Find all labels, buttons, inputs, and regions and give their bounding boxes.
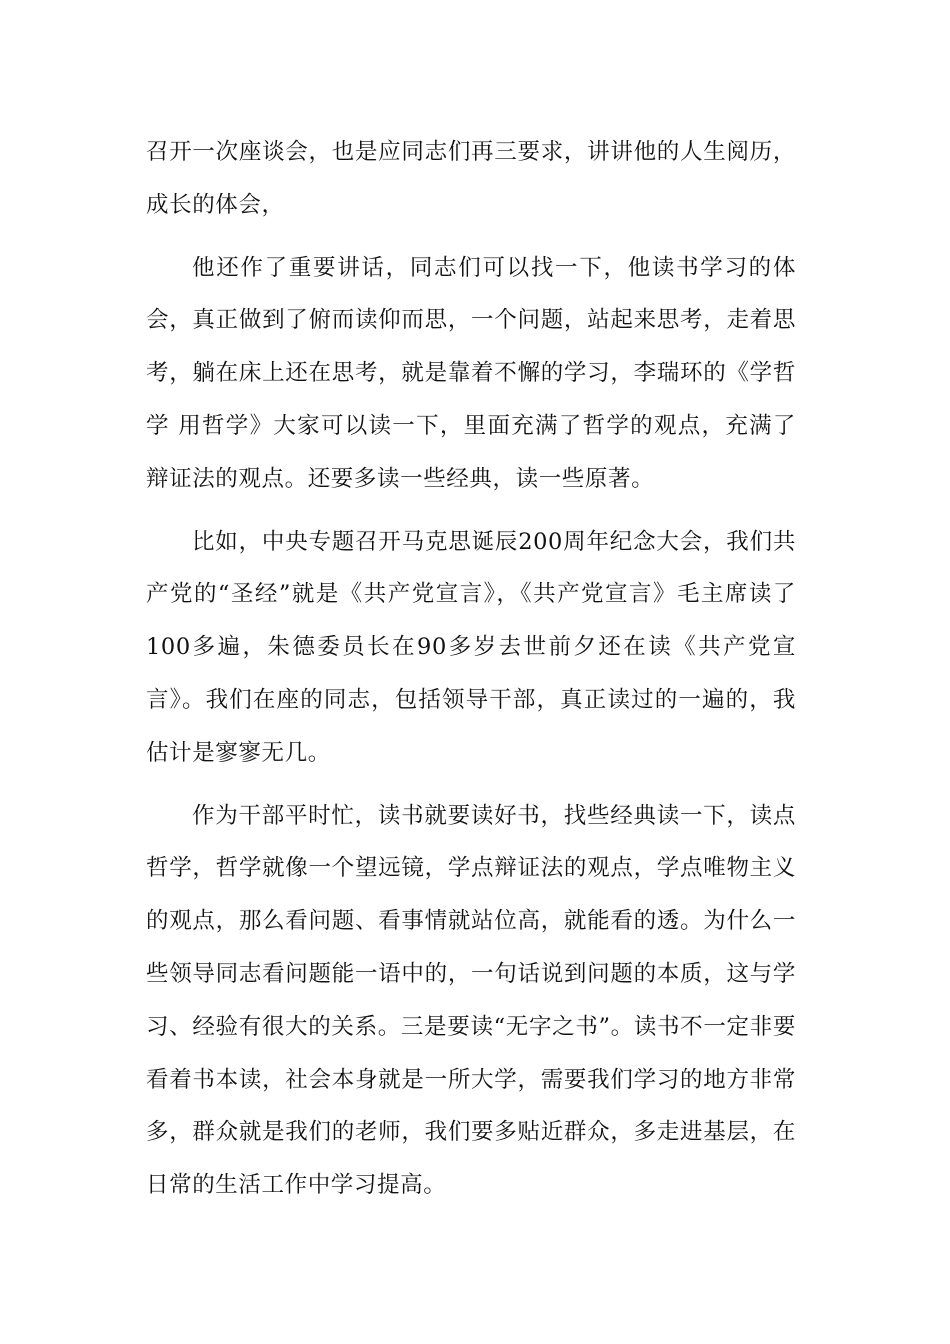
paragraph-gap [146,232,796,242]
document-body [146,126,796,1212]
paragraph-2: 他还作了重要讲话，同志们可以找一下，他读书学习的体会，真正做到了俯而读仰而思，一个问题，站起来思考，走着思考，躺在床上还在思考，就是靠着不懈的学习，李瑞环的《学哲学 用哲学》大家可以读一下，里面充满了哲学的观点，充满了辩证法的观点。还要多读一些经典，读一些原著。 [146,254,796,492]
paragraph-4: 作为干部平时忙，读书就要读好书，找些经典读一下，读点哲学，哲学就像一个望远镜，学点辩证法的观点，学点唯物主义的观点，那么看问题、看事情就站位高，就能看的透。为什么一些领导同志看问题能一语中的，一句话说到问题的本质，这与学习、经验有很大的关系。三是要读“无字之书”。读书不一定非要看着书本读，社会本身就是一所大学，需要我们学习的地方非常多，群众就是我们的老师，我们要多贴近群众，多走进基层，在日常的生活工作中学习提高。 [146,802,796,1199]
paragraph-1: 召开一次座谈会，也是应同志们再三要求，讲讲他的人生阅历，成长的体会， [146,139,796,218]
paragraph-gap [146,780,796,790]
paragraph-gap [146,506,796,516]
paragraph-3: 比如，中央专题召开马克思诞辰200周年纪念大会，我们共产党的“圣经”就是《共产党宣言》，《共产党宣言》毛主席读了100多遍，朱德委员长在90多岁去世前夕还在读《共产党宣言》。我们在座的同志，包括领导干部，真正读过的一遍的，我估计是寥寥无几。 [146,528,796,766]
